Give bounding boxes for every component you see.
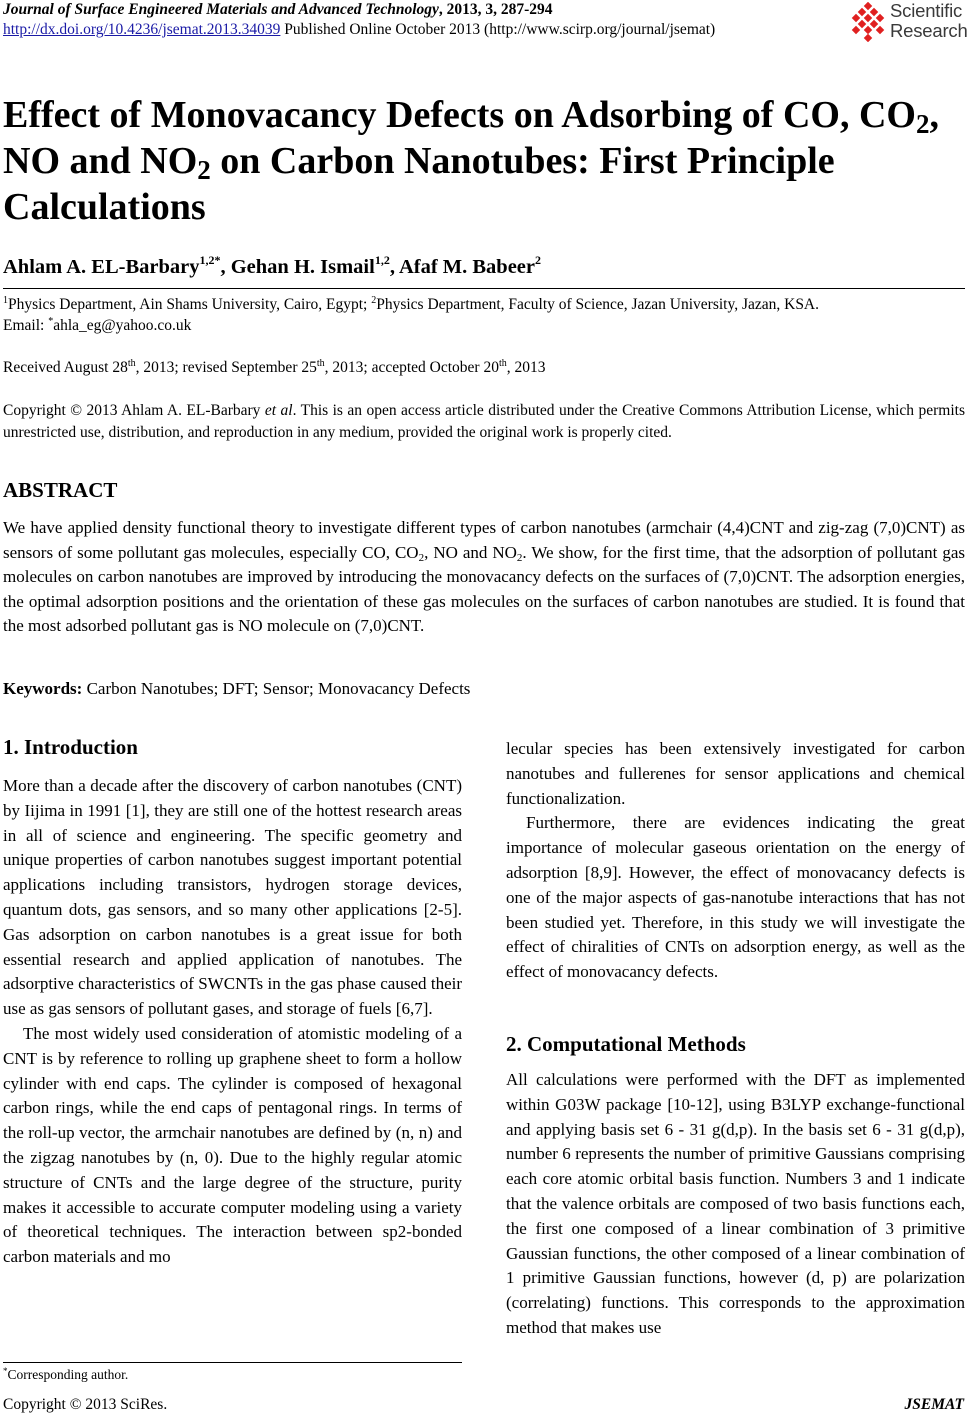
abstract-heading: ABSTRACT xyxy=(3,478,118,502)
intro-paragraph: lecular species has been extensively investigated for carbon nanotubes and fullerenes for sensor applications and chemical functionalization. xyxy=(506,739,965,808)
logo-square xyxy=(864,26,872,34)
footer-copyright: Copyright © 2013 SciRes. xyxy=(3,1396,168,1413)
logo-square xyxy=(876,14,884,22)
logo-square xyxy=(852,14,860,22)
author-name: Afaf M. Babeer xyxy=(398,256,536,278)
scientific-research-logo xyxy=(848,0,968,44)
logo-line1: Scientific xyxy=(890,0,963,21)
email-address: ahla_eg@yahoo.co.uk xyxy=(53,317,192,334)
intro-paragraph: Furthermore, there are evidences indicating the great importance of molecular gaseous orientation on the energy of adsorption [8,9]. However, the effect of monovacancy defects is one of the major aspects of gas-nanotube interactions that has not been studied yet. Therefore, in this study we will investigate the effect of chiralities of CNTs on adsorption energy, as well as the effect of monovacancy defects. xyxy=(506,813,965,982)
logo-square xyxy=(876,26,884,34)
logo-square xyxy=(864,14,872,22)
journal-name: Journal of Surface Engineered Materials and Advanced Technology xyxy=(3,1,439,18)
header-divider xyxy=(3,288,965,289)
logo-diamond-icon xyxy=(848,2,888,42)
published-online-text: Published Online October 2013 (http://www.scirp.org/journal/jsemat) xyxy=(280,21,716,38)
author-name: Gehan H. Ismail xyxy=(230,256,375,278)
footer-journal-abbrev: JSEMAT xyxy=(904,1396,964,1413)
methods-paragraph: All calculations were performed with the DFT as implemented within G03W package [10-12], using B3LYP exchange-functional and applying basis set 6 - 31 g(d,p). In the basis set 6 - 31 g(d,p), number 6 represents the number of primitive Gaussians comprising each core atomic orbital basis function. Numbers 3 and 1 indicate that the valence orbitals are composed of two basis functions each, the first one composed of a linear combination of 3 primitive Gaussian functions, the other composed of a linear combination of 1 primitive Gaussian functions, however (d, p) are polarization (correlating) functions. This corresponds to the approximation method that makes use xyxy=(506,1070,965,1337)
footnote: *Corresponding author. xyxy=(3,1366,129,1382)
logo-square xyxy=(864,2,872,10)
logo-square xyxy=(870,8,878,16)
right-column-top xyxy=(506,737,965,985)
intro-paragraph: The most widely used consideration of atomistic modeling of a CNT is by reference to rolling up graphene sheet to form a hollow cylinder with end caps. The cylinder is composed of hexagonal carbon rings, while the end caps of pentagonal rings. In terms of the roll-up vector, the armchair nanotubes are defined by (n, n) and the zigzag nanotubes by (n, 0). Due to the highly regular atomic structure of CNTs and the large degree of the structure, purity makes it accessible to accurate computer modeling using a variety of theoretical techniques. The interaction between sp2-bonded carbon materials and mo xyxy=(3,1023,462,1267)
affiliation: $^1$Physics Department, Ain Shams University, Cairo, Egypt; $^2$Physics Department, Faculty of Science, Jazan University, Jazan, KSA. xyxy=(3,295,820,313)
logo-square xyxy=(864,34,872,42)
left-column xyxy=(3,774,462,1270)
journal-details: , 2013, 3, 287-294 xyxy=(438,1,553,18)
logo-square xyxy=(858,8,866,16)
publication-line xyxy=(3,21,715,39)
introduction-heading: 1. Introduction xyxy=(3,735,138,759)
logo-square xyxy=(870,20,878,28)
keywords-text: Carbon Nanotubes; DFT; Sensor; Monovacancy Defects xyxy=(82,679,471,698)
received-dates: Received August 28th, 2013; revised September 25th, 2013; accepted October 20th, 2013 xyxy=(3,358,546,376)
author-list: Ahlam A. EL-Barbary$^{1,2*}$, Gehan H. Ismail$^{1,2}$, Afaf M. Babeer$^2$ xyxy=(3,253,542,278)
email-line: Email: *ahla_eg@yahoo.co.uk xyxy=(3,316,192,334)
paper-title: Effect of Monovacancy Defects on Adsorbing of CO, $CO_2$, NO and $NO_2$ on Carbon Nanotubes: First Principle Calculations xyxy=(3,94,939,228)
methods-heading: 2. Computational Methods xyxy=(506,1032,746,1056)
journal-header xyxy=(3,1,553,19)
right-column-methods xyxy=(506,1068,965,1341)
keywords-line xyxy=(3,679,470,699)
footnote-divider xyxy=(3,1362,462,1363)
abstract-text: We have applied density functional theory to investigate different types of carbon nanotubes (armchair (4,4)CNT and zig-zag (7,0)CNT) as sensors of some pollutant gas molecules, especially CO, $CO_2$, NO and $NO_2$. We show, for the first time, that the adsorption of pollutant gas molecules on carbon nanotubes are improved by introducing the monovacancy defects on the surfaces of (7,0)CNT. The adsorption energies, the optimal adsorption positions and the orientation of these gas molecules on the surfaces of carbon nanotubes are studied. It is found that the most adsorbed pollutant gas is NO molecule on (7,0)CNT. xyxy=(3,518,966,636)
intro-paragraph: More than a decade after the discovery of carbon nanotubes (CNT) by Iijima in 1991 [1], they are still one of the hottest research areas in all of science and engineering. The specific geometry and unique properties of carbon nanotubes suggest important potential applications including transistors, hydrogen storage devices, quantum dots, gas sensors, and so many other applications [2-5]. Gas adsorption on carbon nanotubes is a great issue for both essential research and applied application of nanotubes. The adsorptive characteristics of SWCNTs in the gas phase caused their use as gas sensors of pollutant gases, and storage of fuels [6,7]. xyxy=(3,776,462,1019)
logo-square xyxy=(858,20,866,28)
copyright-notice: Copyright © 2013 Ahlam A. EL-Barbary et al. This is an open access article distributed under the Creative Commons Attribution License, which permits unrestricted use, distribution, and reproduction in any medium, provided the original work is properly cited. xyxy=(3,402,965,441)
logo-line2: Research xyxy=(890,20,968,41)
keywords-label: Keywords: xyxy=(3,679,83,698)
logo-square xyxy=(852,26,860,34)
author-name: Ahlam A. EL-Barbary xyxy=(3,256,200,278)
doi-link[interactable]: http://dx.doi.org/10.4236/jsemat.2013.34039 xyxy=(3,21,281,38)
